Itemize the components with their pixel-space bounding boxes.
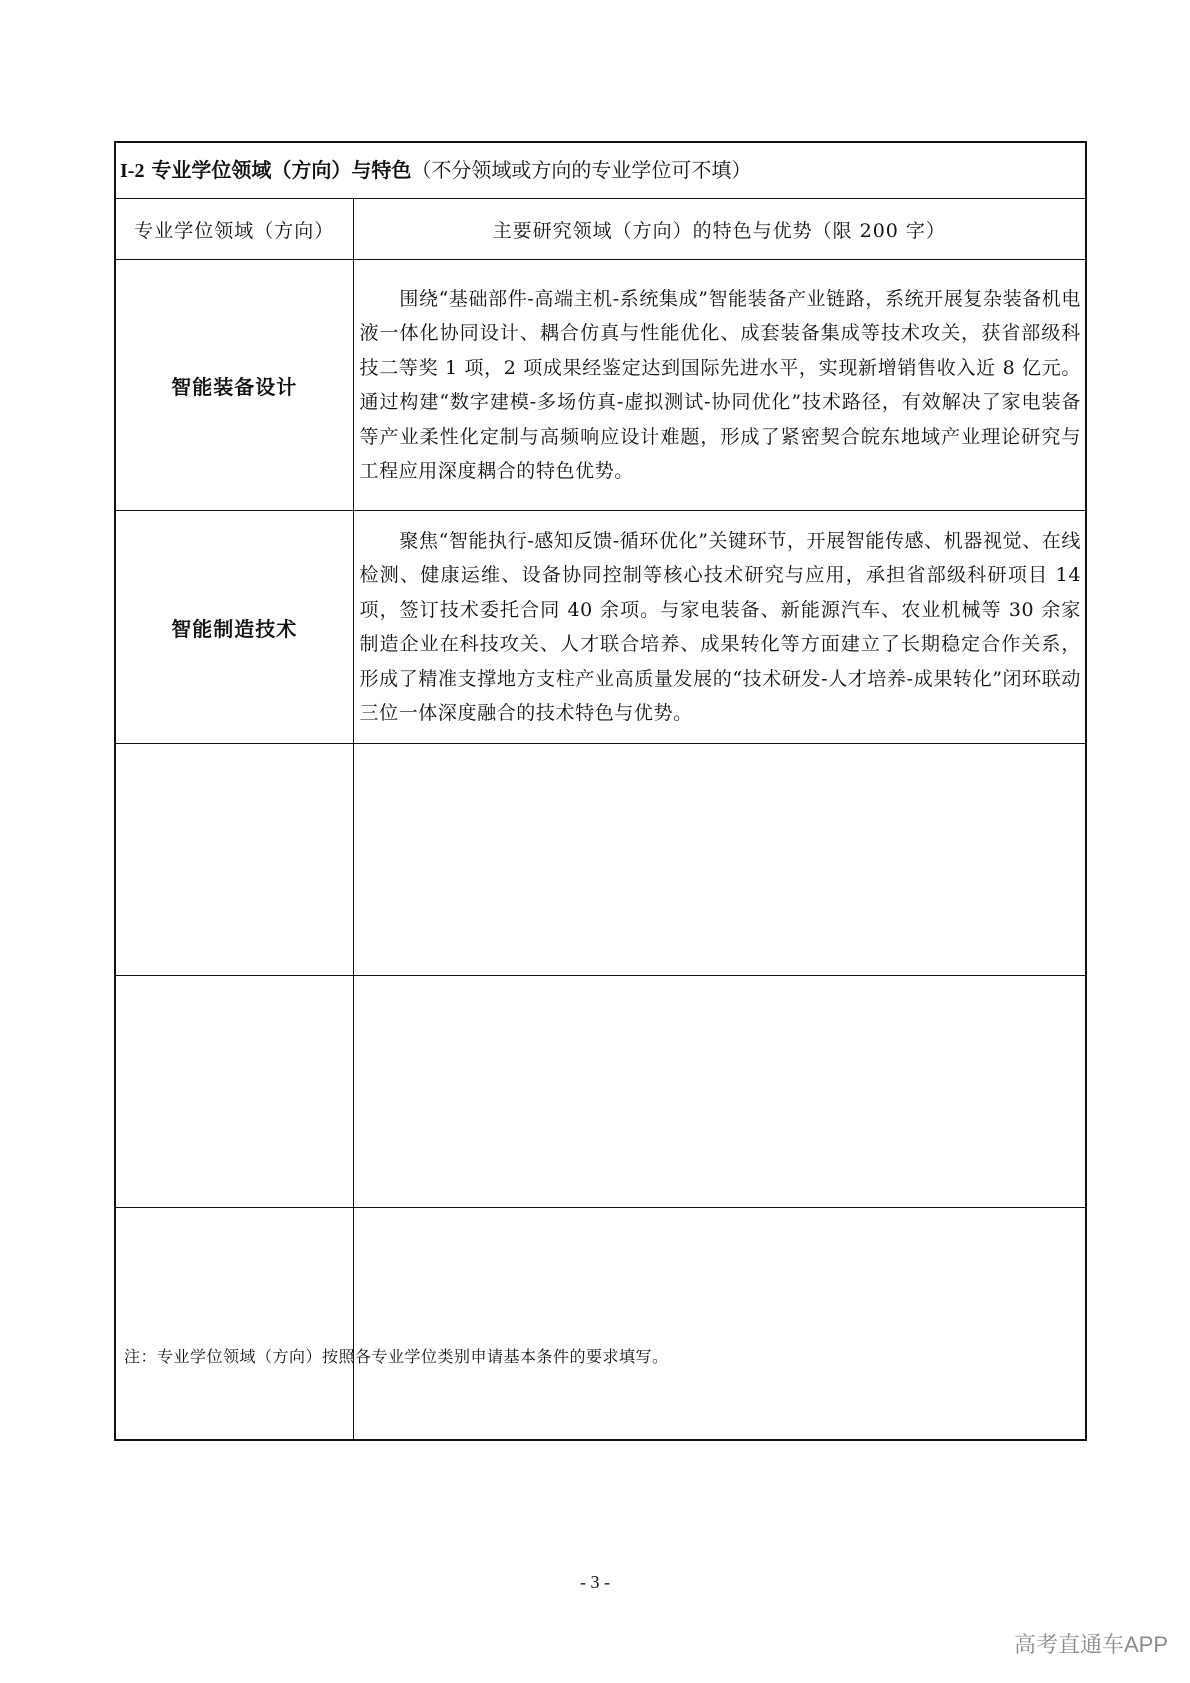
field-name-cell: 智能装备设计 <box>115 260 353 511</box>
table-header-row <box>115 199 1086 260</box>
column-header-field: 专业学位领域（方向） <box>115 199 353 260</box>
table-title-row <box>115 142 1086 199</box>
field-name-cell <box>115 1208 353 1441</box>
description-cell <box>353 511 1086 744</box>
page-number: - 3 - <box>580 1572 610 1592</box>
table-row <box>115 511 1086 744</box>
description-cell <box>353 1208 1086 1441</box>
table-title-code: I-2 <box>120 160 145 182</box>
field-name-cell <box>115 976 353 1208</box>
description-cell <box>353 260 1086 511</box>
table-title-main: 专业学位领域（方向）与特色 <box>144 158 412 182</box>
watermark-text: 高考直通车APP <box>1013 1632 1168 1657</box>
description-text: 围绕“基础部件-高端主机-系统集成”智能装备产业链路，系统开展复杂装备机电液一体化协同设计、耦合仿真与性能优化、成套装备集成等技术攻关，获省部级科技二等奖 1 项，2 项成果经鉴定达到国际先进水平，实现新增销售收入近 8 亿元。通过构建“数字建模-多场仿真-虚拟测试-协同优化”技术路径，有效解决了家电装备等产业柔性化定制与高频响应设计难题，形成了紧密契合皖东地域产业理论研究与工程应用深度耦合的特色优势。 <box>359 287 1082 482</box>
description-cell <box>353 976 1086 1208</box>
table-row <box>115 260 1086 511</box>
table-title <box>115 142 1086 199</box>
table-row <box>115 976 1086 1208</box>
field-name-cell <box>115 744 353 976</box>
field-name-cell: 智能制造技术 <box>115 511 353 744</box>
column-header-features: 主要研究领域（方向）的特色与优势（限 200 字） <box>353 199 1086 260</box>
table-row <box>115 1208 1086 1441</box>
specialty-table <box>114 141 1087 1441</box>
table-title-note: （不分领域或方向的专业学位可不填） <box>411 158 752 182</box>
description-text: 聚焦“智能执行-感知反馈-循环优化”关键环节，开展智能传感、机器视觉、在线检测、健康运维、设备协同控制等核心技术研究与应用，承担省部级科研项目 14 项，签订技术委托合同 40 余项。与家电装备、新能源汽车、农业机械等 30 余家制造企业在科技攻关、人才联合培养、成果转化等方面建立了长期稳定合作关系，形成了精准支撑地方支柱产业高质量发展的“技术研发-人才培养-成果转化”闭环联动三位一体深度融合的技术特色与优势。 <box>359 529 1082 724</box>
footnote: 注：专业学位领域（方向）按照各专业学位类别申请基本条件的要求填写。 <box>124 1347 669 1366</box>
description-cell <box>353 744 1086 976</box>
table-row <box>115 744 1086 976</box>
